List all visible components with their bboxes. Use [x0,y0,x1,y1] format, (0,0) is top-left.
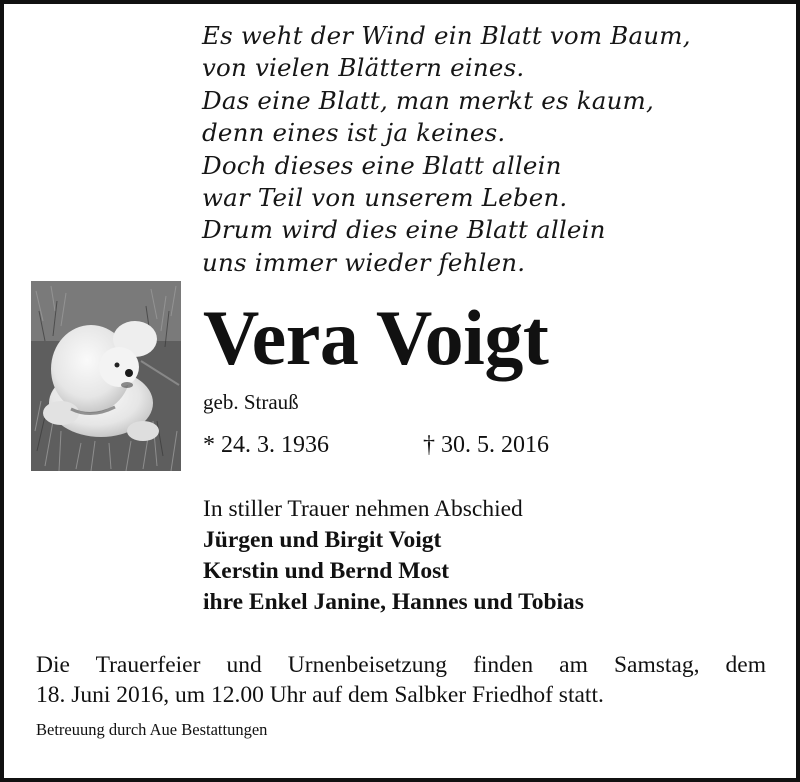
undertaker-note: Betreuung durch Aue Bestattungen [36,720,268,739]
poem-line: Das eine Blatt, man merkt es kaum, [202,85,654,115]
funeral-notice [36,650,766,710]
poem-line: Doch dieses eine Blatt allein [202,150,562,180]
poem [202,20,691,279]
dog-photo [31,281,181,471]
birth-date: * 24. 3. 1936 [203,432,329,458]
funeral-line: Die Trauerfeier und Urnenbeisetzung finden am Samstag, dem [36,652,766,678]
mourner-name: Kerstin und Bernd Most [203,558,450,584]
poem-line: Drum wird dies eine Blatt allein [202,215,606,245]
mourners [203,494,584,618]
poem-line: uns immer wieder fehlen. [202,247,526,277]
poem-line: denn eines ist ja keines. [202,118,506,148]
life-dates [203,432,549,459]
dog-photo-icon [31,281,181,471]
funeral-line: 18. Juni 2016, um 12.00 Uhr auf dem Salbker Friedhof statt. [36,682,604,708]
mourner-name: ihre Enkel Janine, Hannes und Tobias [203,589,584,615]
death-date: † 30. 5. 2016 [423,432,549,458]
mourners-intro: In stiller Trauer nehmen Abschied [203,496,523,522]
birth-name: geb. Strauß [203,390,299,414]
deceased-name: Vera Voigt [203,294,549,381]
mourner-name: Jürgen und Birgit Voigt [203,527,442,553]
poem-line: von vielen Blättern eines. [202,53,525,83]
poem-line: war Teil von unserem Leben. [202,183,568,213]
poem-line: Es weht der Wind ein Blatt vom Baum, [202,21,691,50]
